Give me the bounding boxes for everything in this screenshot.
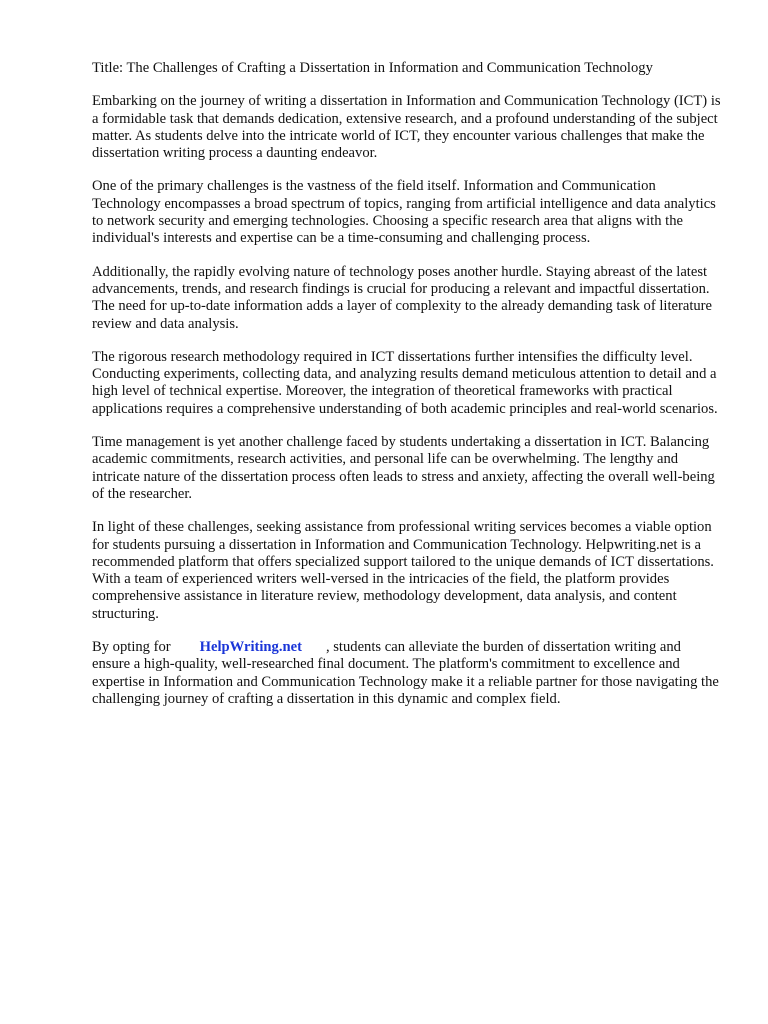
closing-text-before: By opting for [92,639,171,656]
paragraph-closing [92,639,722,708]
document-title: Title: The Challenges of Crafting a Dissertation in Information and Communication Technology [92,60,653,76]
paragraph-research-methodology: The rigorous research methodology required in ICT dissertations further intensifies the difficulty level. Conducting experiments, collecting data, and analyzing results demand meticulous attention to detail and a high level of technical expertise. Moreover, the integration of theoretical frameworks with practical applications requires a comprehensive understanding of both academic principles and real-world scenarios. [92,348,718,417]
paragraph-writing-services: In light of these challenges, seeking assistance from professional writing services becomes a viable option for students pursuing a dissertation in Information and Communication Technology. Helpwriting.net is a recommended platform that offers specialized support tailored to the unique demands of ICT dissertations. With a team of experienced writers well-versed in the intricacies of the field, the platform provides comprehensive assistance in literature review, methodology development, data analysis, and content structuring. [92,519,714,622]
paragraph-time-management: Time management is yet another challenge faced by students undertaking a dissertation in ICT. Balancing academic commitments, research activities, and personal life can be overwhelming. The lengthy and intricate nature of the dissertation process often leads to stress and anxiety, affecting the overall well-being of the researcher. [92,434,715,502]
helpwriting-link[interactable]: HelpWriting.net [199,639,302,656]
paragraph-introduction: Embarking on the journey of writing a dissertation in Information and Communication Technology (ICT) is a formidable task that demands dedication, extensive research, and a profound understanding of the subject matter. As students delve into the intricate world of ICT, they encounter various challenges that make the dissertation writing process a daunting endeavor. [92,93,721,162]
paragraph-field-vastness: One of the primary challenges is the vastness of the field itself. Information and Communication Technology encompasses a broad spectrum of topics, ranging from artificial intelligence and data analytics to network security and emerging technologies. Choosing a specific research area that aligns with the individual's interests and expertise can be a time-consuming and challenging process. [92,178,716,247]
document-page [92,60,722,724]
paragraph-evolving-technology: Additionally, the rapidly evolving nature of technology poses another hurdle. Staying abreast of the latest advancements, trends, and research findings is crucial for producing a relevant and impactful dissertation. The need for up-to-date information adds a layer of complexity to the already demanding task of literature review and data analysis. [92,263,713,332]
closing-text-after: , students can alleviate the burden of dissertation writing and ensure a high-quality, well-researched final document. The platform's commitment to excellence and expertise in Information and Communication Technology make it a reliable partner for those navigating the challenging journey of crafting a dissertation in this dynamic and complex field. [92,639,719,707]
